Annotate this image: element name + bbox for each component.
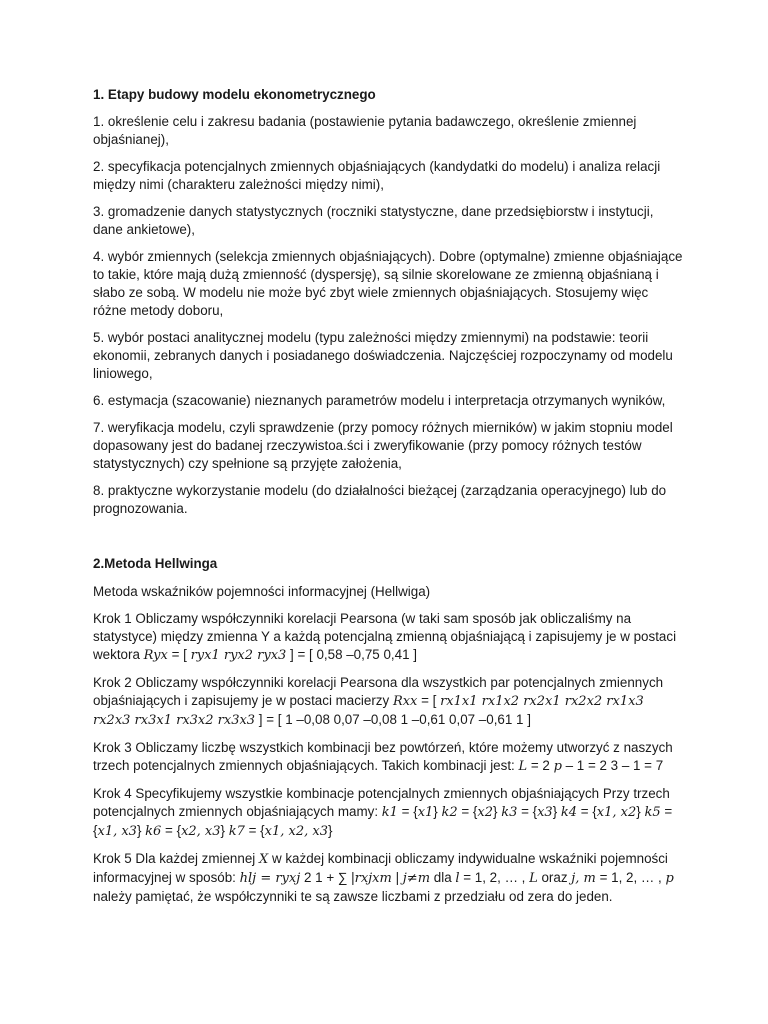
step-text: } — [136, 823, 146, 838]
math-expression: rxjxm — [354, 871, 392, 886]
step-text: = [ — [417, 693, 441, 708]
step-1-paragraph — [93, 610, 685, 665]
math-expression: l — [455, 871, 460, 886]
step-text: Krok 1 Obliczamy współczynniki korelacji Pearsona (w taki sam sposób jak obliczaliśmy na statystyce) między zmienna Y a każdą potencjalną zmienną objaśniającą i zapisujemy je w postaci wektora — [93, 611, 677, 662]
step-text: 2 1 + ∑ | — [300, 870, 355, 885]
step-text: Krok 3 Obliczamy liczbę wszystkich kombinacji bez powtórzeń, które możemy utworzyć z naszych trzech potencjalnych zmiennych objaśniających. Takich kombinacji jest: — [93, 740, 673, 773]
step-text: = { — [161, 823, 182, 838]
math-expression: k2 — [441, 805, 458, 820]
math-expression: X — [258, 852, 269, 867]
math-expression: k4 — [560, 805, 578, 820]
list-item: 6. estymacja (szacowanie) nieznanych parametrów modelu i interpretacja otrzymanych wyników, — [93, 393, 666, 408]
math-expression: x1, x2 — [596, 805, 637, 820]
list-item: 8. praktyczne wykorzystanie modelu (do działalności bieżącej (zarządzania operacyjnego) lub do prognozowania. — [93, 483, 667, 516]
math-expression: x3 — [537, 805, 553, 820]
step-text: = { — [244, 823, 265, 838]
math-expression: k1 — [381, 805, 398, 820]
list-item: 2. specyfikacja potencjalnych zmiennych objaśniających (kandydatki do modelu) i analiza relacji między nimi (charakteru zależności między nimi), — [93, 159, 661, 192]
math-expression: Ryx — [143, 648, 168, 663]
math-expression: p — [665, 871, 674, 886]
step-text: } — [493, 804, 502, 819]
math-expression: rx1x1 rx1x2 rx2x1 rx2x2 rx1x3 rx2x3 rx3x1 rx3x2 rx3x3 — [93, 694, 644, 728]
intro-paragraph: Metoda wskaźników pojemności informacyjnej (Hellwiga) — [93, 584, 431, 599]
section-heading: 2.Metoda Hellwinga — [93, 556, 218, 571]
step-text: ] = [ 0,58 –0,75 0,41 ] — [286, 647, 417, 662]
step-text: = 1, 2, … , — [595, 870, 666, 885]
step-text: Krok 4 Specyfikujemy wszystkie kombinacje potencjalnych zmiennych objaśniających Przy trzech potencjalnych zmiennych objaśniających mamy: — [93, 786, 670, 819]
section-spacer — [93, 527, 685, 555]
math-expression: L — [529, 871, 538, 886]
list-item: 3. gromadzenie danych statystycznych (roczniki statystyczne, dane przedsiębiorstw i instytucji, dane ankietowe), — [93, 204, 654, 237]
math-expression: k6 — [145, 824, 162, 839]
step-text: } — [220, 823, 229, 838]
step-text: ] = [ 1 –0,08 0,07 –0,08 1 –0,61 0,07 –0,61 1 ] — [255, 712, 531, 727]
math-expression: j≠m — [402, 871, 431, 886]
math-expression: x2, x3 — [181, 824, 221, 839]
math-expression: k5 — [644, 805, 661, 820]
math-expression: Rxx — [392, 694, 418, 709]
math-expression: hlj = ryxj — [239, 871, 301, 886]
section-heading: 1. Etapy budowy modelu ekonometrycznego — [93, 87, 376, 102]
step-text: } — [552, 804, 561, 819]
step-text: = { — [93, 804, 673, 838]
list-item: 5. wybór postaci analitycznej modelu (typu zależności między zmiennymi) na podstawie: teorii ekonomii, zebranych danych i posiadanego doświadczenia. Najczęściej rozpoczynamy od modelu liniowego, — [93, 330, 673, 381]
step-text: = { — [577, 804, 597, 819]
step-text: w każdej kombinacji obliczamy indywidualne wskaźniki pojemności informacyjnej w sposób: — [93, 851, 668, 885]
step-text: = [ — [167, 647, 191, 662]
math-expression: L — [518, 759, 528, 774]
list-item: 4. wybór zmiennych (selekcja zmiennych objaśniających). Dobre (optymalne) zmienne objaśniające to takie, które mają dużą zmienność (dyspersję), są silnie skorelowane ze zmienną objaśnianą i słabo ze sobą. W modelu nie może być zbyt wiele zmiennych objaśniających. Stosujemy więc różne metody doboru, — [93, 249, 683, 318]
step-text: } — [636, 804, 645, 819]
math-expression: x2 — [477, 805, 493, 820]
step-text: } — [433, 804, 442, 819]
step-4-paragraph — [93, 785, 685, 841]
math-expression: x1, x3 — [97, 824, 137, 839]
section-etapy-budowy — [93, 86, 685, 518]
step-text: } — [327, 823, 333, 838]
step-text: Krok 5 Dla każdej zmiennej — [93, 851, 259, 866]
math-expression: k7 — [228, 824, 245, 839]
math-expression: x1, x2, x3 — [264, 824, 328, 839]
step-text: = 1, 2, … , — [459, 870, 530, 885]
list-item: 7. weryfikacja modelu, czyli sprawdzenie (przy pomocy różnych mierników) w jakim stopniu model dopasowany jest do badanej rzeczywistoa.ści i zweryfikowanie (przy pomocy różnych testów statystycznych) czy spełnione są przyjęte założenia, — [93, 420, 673, 471]
math-expression: x1 — [417, 805, 434, 820]
step-3-paragraph — [93, 739, 685, 776]
math-expression: ryx1 ryx2 ryx3 — [190, 648, 287, 663]
step-text: należy pamiętać, że współczynniki te są zawsze liczbami z przedziału od zera do jeden. — [93, 889, 613, 904]
step-text: = { — [397, 804, 418, 819]
step-text: = { — [517, 804, 538, 819]
step-text: dla — [430, 870, 456, 885]
step-text: Krok 2 Obliczamy współczynniki korelacji Pearsona dla wszystkich par potencjalnych zmiennych objaśniających i zapisujemy je w postaci macierzy — [93, 675, 664, 708]
list-item: 1. określenie celu i zakresu badania (postawienie pytania badawczego, określenie zmiennej objaśnianej), — [93, 114, 637, 147]
step-text: | — [391, 870, 403, 885]
document-page — [93, 86, 685, 915]
step-text: oraz — [537, 870, 572, 885]
section-metoda-hellwiga — [93, 555, 685, 906]
step-text: = { — [457, 804, 478, 819]
step-text: = 2 — [527, 758, 554, 773]
math-expression: p — [553, 759, 562, 774]
math-expression: j, m — [571, 871, 596, 886]
math-expression: k3 — [501, 805, 518, 820]
step-5-paragraph — [93, 850, 685, 906]
step-text: – 1 = 2 3 – 1 = 7 — [561, 758, 664, 773]
step-2-paragraph — [93, 674, 685, 730]
